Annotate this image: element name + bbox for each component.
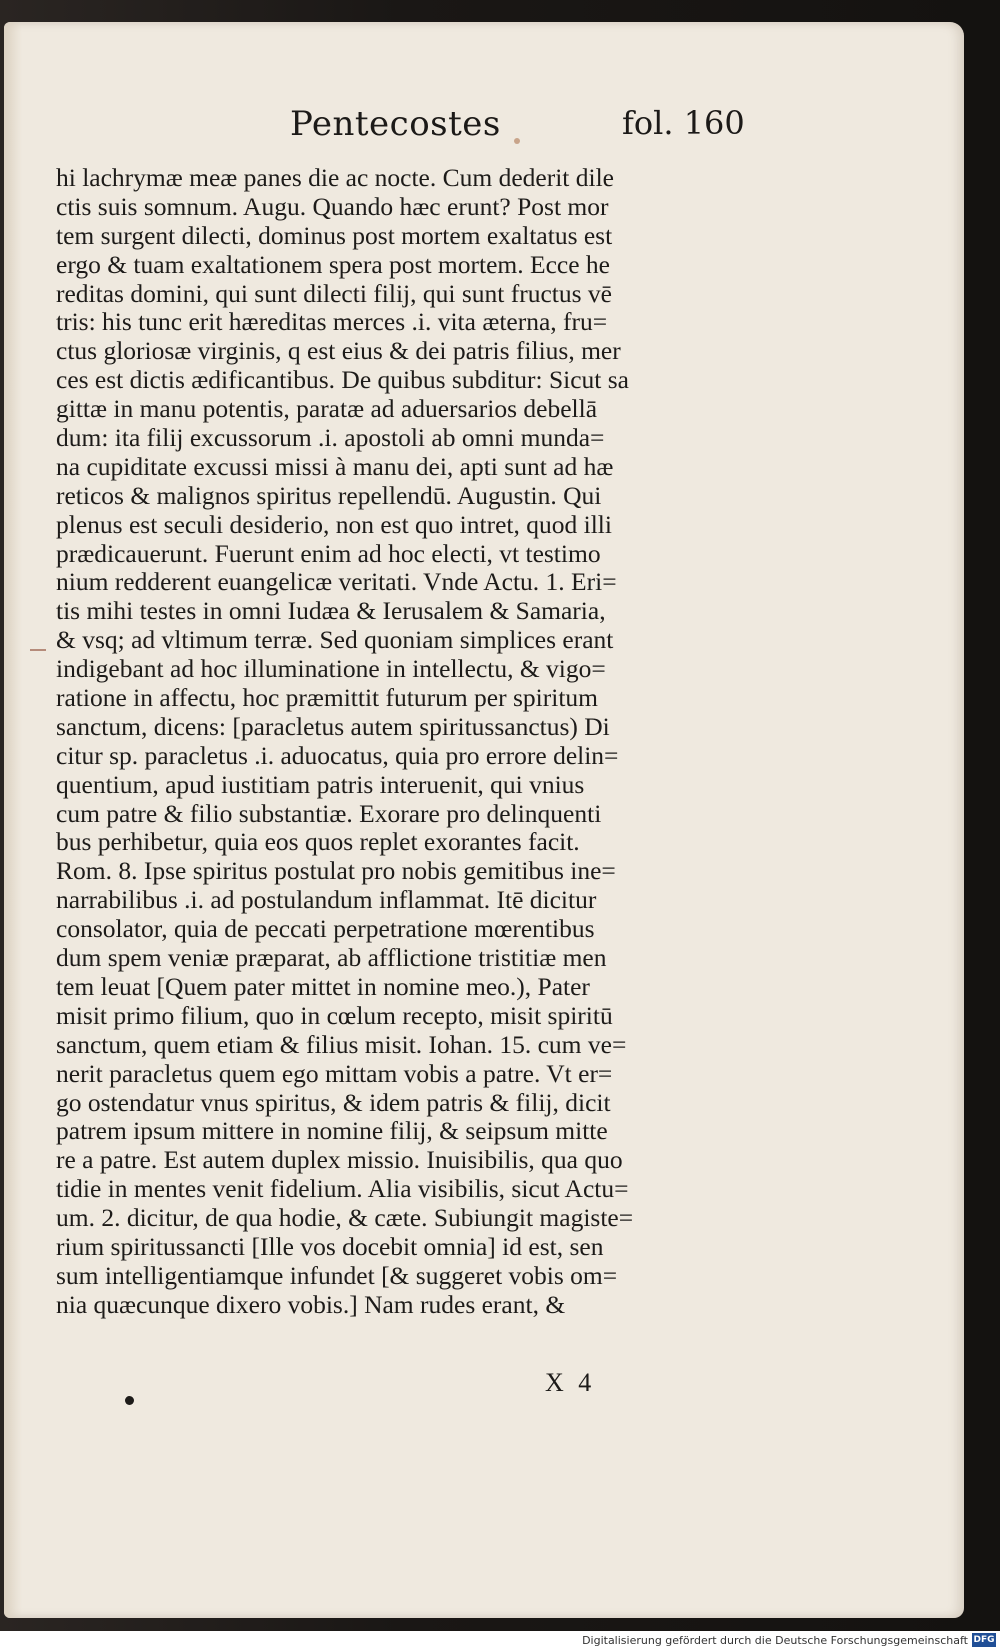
text-line: sanctum, quem etiam & filius misit. Iohan. 15. cum ve= <box>56 1029 627 1059</box>
text-line: & vsq; ad vltimum terræ. Sed quoniam simplices erant <box>56 625 614 655</box>
text-line: narrabilibus .i. ad postulandum inflammat. Itē dicitur <box>56 885 597 915</box>
text-line: tem surgent dilecti, dominus post mortem exaltatus est <box>56 220 613 250</box>
text-line: gittæ in manu potentis, paratæ ad aduersarios debellā <box>56 394 598 424</box>
text-line: citur sp. paracletus .i. aduocatus, quia pro errore delin= <box>56 740 619 770</box>
text-line: tem leuat [Quem pater mittet in nomine meo.), Pater <box>56 971 590 1001</box>
ink-dot <box>125 1396 134 1405</box>
body-text <box>56 164 748 1320</box>
text-line: sanctum, dicens: [paracletus autem spiritussanctus) Di <box>56 711 610 741</box>
text-line: re a patre. Est autem duplex missio. Inuisibilis, qua quo <box>56 1145 623 1175</box>
text-line: nerit paracletus quem ego mittam vobis a patre. Vt er= <box>56 1058 613 1088</box>
text-line: prædicauerunt. Fuerunt enim ad hoc electi, vt testimo <box>56 538 601 568</box>
text-line: reditas domini, qui sunt dilecti filij, qui sunt fructus vē <box>56 278 612 308</box>
text-line: Rom. 8. Ipse spiritus postulat pro nobis gemitibus ine= <box>56 856 616 886</box>
text-line: misit primo filium, quo in cœlum recepto, misit spiritū <box>56 1000 613 1030</box>
text-line: dum: ita filij excussorum .i. apostoli ab omni munda= <box>56 423 605 453</box>
running-head: Pentecostes <box>290 104 501 144</box>
text-line: ratione in affectu, hoc præmittit futurum per spiritum <box>56 683 598 713</box>
digitization-credit: Digitalisierung gefördert durch die Deutsche Forschungsgemeinschaft <box>582 1634 968 1647</box>
text-line: bus perhibetur, quia eos quos replet exorantes facit. <box>56 827 580 857</box>
text-line: um. 2. dicitur, de qua hodie, & cæte. Subiungit magiste= <box>56 1203 634 1233</box>
text-line: dum spem veniæ præparat, ab afflictione tristitiæ men <box>56 943 607 973</box>
text-line: tris: his tunc erit hæreditas merces .i. vita æterna, fru= <box>56 307 608 337</box>
text-line: tidie in mentes venit fidelium. Alia visibilis, sicut Actu= <box>56 1174 629 1204</box>
text-line: nium redderent euangelicæ veritati. Vnde Actu. 1. Eri= <box>56 567 617 597</box>
folio-number: fol. 160 <box>622 104 745 142</box>
text-line: go ostendatur vnus spiritus, & idem patris & filij, dicit <box>56 1087 611 1117</box>
text-line: consolator, quia de peccati perpetratione mœrentibus <box>56 914 595 944</box>
text-line: na cupiditate excussi missi à manu dei, apti sunt ad hæ <box>56 451 614 481</box>
text-line: cum patre & filio substantiæ. Exorare pro delinquenti <box>56 798 602 828</box>
ink-spot <box>514 138 520 144</box>
text-line: ces est dictis ædificantibus. De quibus subditur: Sicut sa <box>56 365 629 395</box>
text-line: rium spiritussancti [Ille vos docebit omnia] id est, sen <box>56 1231 604 1261</box>
signature-mark: X 4 <box>545 1368 596 1397</box>
text-line: ergo & tuam exaltationem spera post mortem. Ecce he <box>56 249 610 279</box>
page-gutter-shadow <box>4 22 22 1618</box>
text-line: ctis suis somnum. Augu. Quando hæc erunt? Post mor <box>56 191 609 221</box>
text-line: nia quæcunque dixero vobis.] Nam rudes erant, & <box>56 1289 566 1319</box>
text-line: patrem ipsum mittere in nomine filij, & seipsum mitte <box>56 1116 608 1146</box>
margin-mark <box>30 649 46 651</box>
text-line: indigebant ad hoc illuminatione in intellectu, & vigo= <box>56 654 606 684</box>
dfg-logo: DFG <box>973 1635 995 1645</box>
text-line: quentium, apud iustitiam patris interuenit, qui vnius <box>56 769 585 799</box>
text-line: hi lachrymæ meæ panes die ac nocte. Cum dederit dile <box>56 163 614 192</box>
text-line: ctus gloriosæ virginis, q est eius & dei patris filius, mer <box>56 336 621 366</box>
text-line: sum intelligentiamque infundet [& suggeret vobis om= <box>56 1260 618 1290</box>
text-line: reticos & malignos spiritus repellendū. Augustin. Qui <box>56 480 602 510</box>
text-line: plenus est seculi desiderio, non est quo intret, quod illi <box>56 509 612 539</box>
text-line: tis mihi testes in omni Iudæa & Ierusalem & Samaria, <box>56 596 606 626</box>
